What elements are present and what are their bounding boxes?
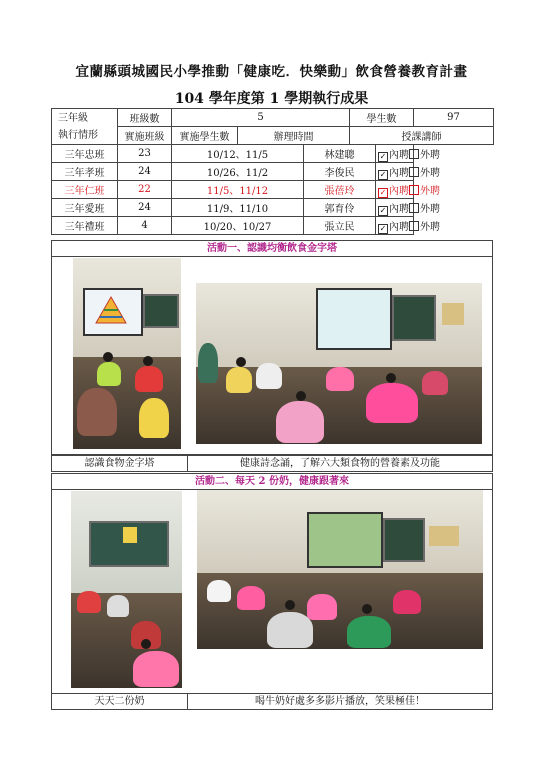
class-name: 三年禮班	[52, 217, 118, 235]
activity2-title: 活動二、每天 2 份奶，健康跟著來	[51, 473, 493, 490]
external-checkbox	[409, 221, 419, 231]
hire-type-cell	[376, 163, 441, 181]
food-pyramid-icon	[95, 296, 127, 324]
class-row	[52, 181, 494, 199]
teacher-name: 李俊民	[304, 163, 376, 181]
milk-video-photo	[197, 490, 483, 649]
class-name: 三年愛班	[52, 199, 118, 217]
external-checkbox	[409, 203, 419, 213]
grade-label-cell	[52, 109, 118, 145]
class-row	[52, 163, 494, 181]
teacher-name: 林建聰	[304, 145, 376, 163]
schedule-time: 11/9、11/10	[172, 199, 304, 217]
hire-type-cell	[376, 217, 441, 235]
internal-checkbox: ✓	[379, 169, 387, 179]
execution-table	[51, 108, 494, 235]
execution-label: 執行情形	[58, 129, 98, 141]
internal-checkbox: ✓	[379, 151, 387, 161]
schedule-time: 10/12、11/5	[172, 145, 304, 163]
student-count: 24	[118, 199, 172, 217]
summary-row	[52, 109, 494, 127]
document-title: 宜蘭縣頭城國民小學推動「健康吃．快樂動」飲食營養教育計畫	[75, 64, 468, 80]
document-subtitle: 104 學年度第 1 學期執行成果	[174, 91, 369, 107]
internal-label: 內聘	[389, 221, 410, 233]
class-count-label: 班級數	[118, 109, 172, 127]
internal-label: 內聘	[389, 167, 410, 179]
student-count-label: 學生數	[350, 109, 414, 127]
schedule-time: 11/5、11/12	[172, 181, 304, 199]
external-label: 外聘	[420, 203, 441, 215]
student-count: 24	[118, 163, 172, 181]
teacher-name: 張蓓玲	[304, 181, 376, 199]
class-row	[52, 199, 494, 217]
class-name: 三年忠班	[52, 145, 118, 163]
internal-checkbox: ✓	[379, 223, 387, 233]
hire-type-cell	[376, 199, 441, 217]
activity2-caption-left: 天天二份奶	[51, 693, 188, 710]
schedule-time: 10/20、10/27	[172, 217, 304, 235]
internal-label: 內聘	[389, 149, 410, 161]
column-header-teacher: 授課講師	[350, 127, 494, 145]
activity2-caption-right: 喝牛奶好處多多影片播放，笑果極佳！	[187, 693, 493, 710]
external-checkbox	[409, 149, 419, 159]
internal-checkbox: ✓	[379, 187, 387, 197]
column-header-time: 辦理時間	[238, 127, 350, 145]
class-count-value: 5	[172, 109, 350, 127]
header-row	[52, 127, 494, 145]
external-label: 外聘	[420, 149, 441, 161]
internal-label: 內聘	[389, 185, 410, 197]
activity1-title: 活動一、認識均衡飲食金字塔	[51, 240, 493, 257]
hire-type-cell	[376, 145, 441, 163]
class-name: 三年孝班	[52, 163, 118, 181]
class-name: 三年仁班	[52, 181, 118, 199]
internal-label: 內聘	[389, 203, 410, 215]
schedule-time: 10/26、11/2	[172, 163, 304, 181]
grade-label: 三年級	[58, 112, 88, 124]
student-count: 22	[118, 181, 172, 199]
student-count: 4	[118, 217, 172, 235]
activity1-caption-left: 認識食物金字塔	[51, 455, 188, 472]
student-count-value: 97	[414, 109, 494, 127]
column-header-students: 實施學生數	[172, 127, 238, 145]
activity1-caption-right: 健康詩念誦，了解六大類食物的營養素及功能	[187, 455, 493, 472]
external-checkbox	[409, 185, 419, 195]
student-count: 23	[118, 145, 172, 163]
internal-checkbox: ✓	[379, 205, 387, 215]
class-row	[52, 145, 494, 163]
external-label: 外聘	[420, 221, 441, 233]
teacher-name: 張立民	[304, 217, 376, 235]
class-row	[52, 217, 494, 235]
milk-daily-photo	[71, 491, 182, 688]
external-checkbox	[409, 167, 419, 177]
nutrition-lesson-photo	[196, 283, 482, 444]
external-label: 外聘	[420, 167, 441, 179]
column-header-class: 實施班級	[118, 127, 172, 145]
external-label: 外聘	[420, 185, 441, 197]
hire-type-cell	[376, 181, 441, 199]
food-pyramid-photo	[73, 258, 181, 449]
teacher-name: 郭育伶	[304, 199, 376, 217]
